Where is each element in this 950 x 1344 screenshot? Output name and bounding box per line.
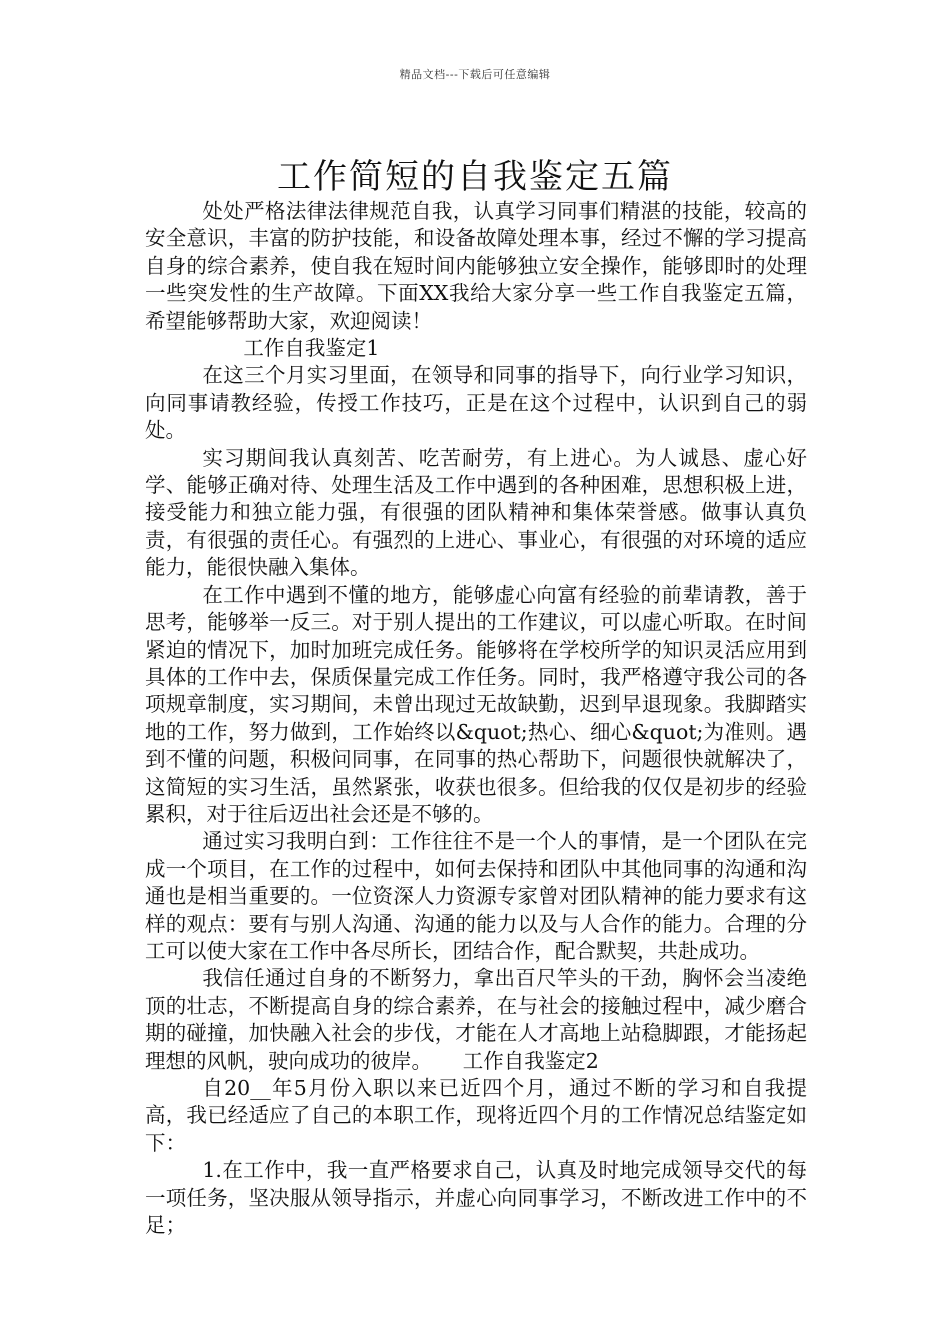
document-header-note: 精品文档---下载后可任意编辑 [399, 68, 551, 81]
body-paragraph: 通过实习我明白到：工作往往不是一个人的事情，是一个团队在完成一个项目，在工作的过程中，如何去保持和团队中其他同事的沟通和沟通也是相当重要的。一位资深人力资源专家曾对团队精神的能力要求有这样的观点：要有与别人沟通、沟通的能力以及与人合作的能力。合理的分工可以使大家在工作中各尽所长，团结合作，配合默契，共赴成功。 [145, 829, 807, 963]
body-paragraph: 1.在工作中，我一直严格要求自己，认真及时地完成领导交代的每一项任务，坚决服从领导指示，并虚心向同事学习，不断改进工作中的不足； [145, 1158, 807, 1238]
section-heading-1: 工作自我鉴定1 [243, 336, 380, 361]
body-paragraph: 我信任通过自身的不断努力，拿出百尺竿头的干劲，胸怀会当凌绝顶的壮志，不断提高自身的综合素养，在与社会的接触过程中，减少磨合期的碰撞，加快融入社会的步伐，才能在人才高地上站稳脚跟，才能扬起理想的风帆，驶向成功的彼岸。 工作自我鉴定2 [145, 966, 807, 1073]
intro-paragraph: 处处严格法律法律规范自我，认真学习同事们精湛的技能，较高的安全意识，丰富的防护技能，和设备故障处理本事，经过不懈的学习提高自身的综合素养，使自我在短时间内能够独立安全操作，能够即时的处理一些突发性的生产故障。下面XX我给大家分享一些工作自我鉴定五篇，希望能够帮助大家，欢迎阅读！ [145, 199, 807, 333]
body-paragraph: 自20__年5月份入职以来已近四个月，通过不断的学习和自我提高，我已经适应了自己的本职工作，现将近四个月的工作情况总结鉴定如下： [145, 1076, 807, 1155]
body-paragraph: 实习期间我认真刻苦、吃苦耐劳，有上进心。为人诚恳、虚心好学、能够正确对待、处理生活及工作中遇到的各种困难，思想积极上进，接受能力和独立能力强，有很强的团队精神和集体荣誉感。做事认真负责，有很强的责任心。有强烈的上进心、事业心，有很强的对环境的适应能力，能很快融入集体。 [145, 445, 807, 580]
document-body [145, 198, 807, 1239]
document-title: 工作简短的自我鉴定五篇 [277, 156, 673, 197]
body-paragraph: 在工作中遇到不懂的地方，能够虚心向富有经验的前辈请教，善于思考，能够举一反三。对于别人提出的工作建议，可以虚心听取。在时间紧迫的情况下，加时加班完成任务。能够将在学校所学的知识灵活应用到具体的工作中去，保质保量完成工作任务。同时，我严格遵守我公司的各项规章制度，实习期间，未曾出现过无故缺勤，迟到早退现象。我脚踏实地的工作，努力做到，工作始终以&quot;热心、细心&quot;为准则。遇到不懂的问题，积极问同事，在同事的热心帮助下，问题很快就解决了，这简短的实习生活，虽然紧张，收获也很多。但给我的仅仅是初步的经验累积，对于往后迈出社会还是不够的。 [145, 582, 807, 826]
body-paragraph: 在这三个月实习里面，在领导和同事的指导下，向行业学习知识，向同事请教经验，传授工作技巧，正是在这个过程中，认识到自己的弱处。 [145, 363, 807, 443]
